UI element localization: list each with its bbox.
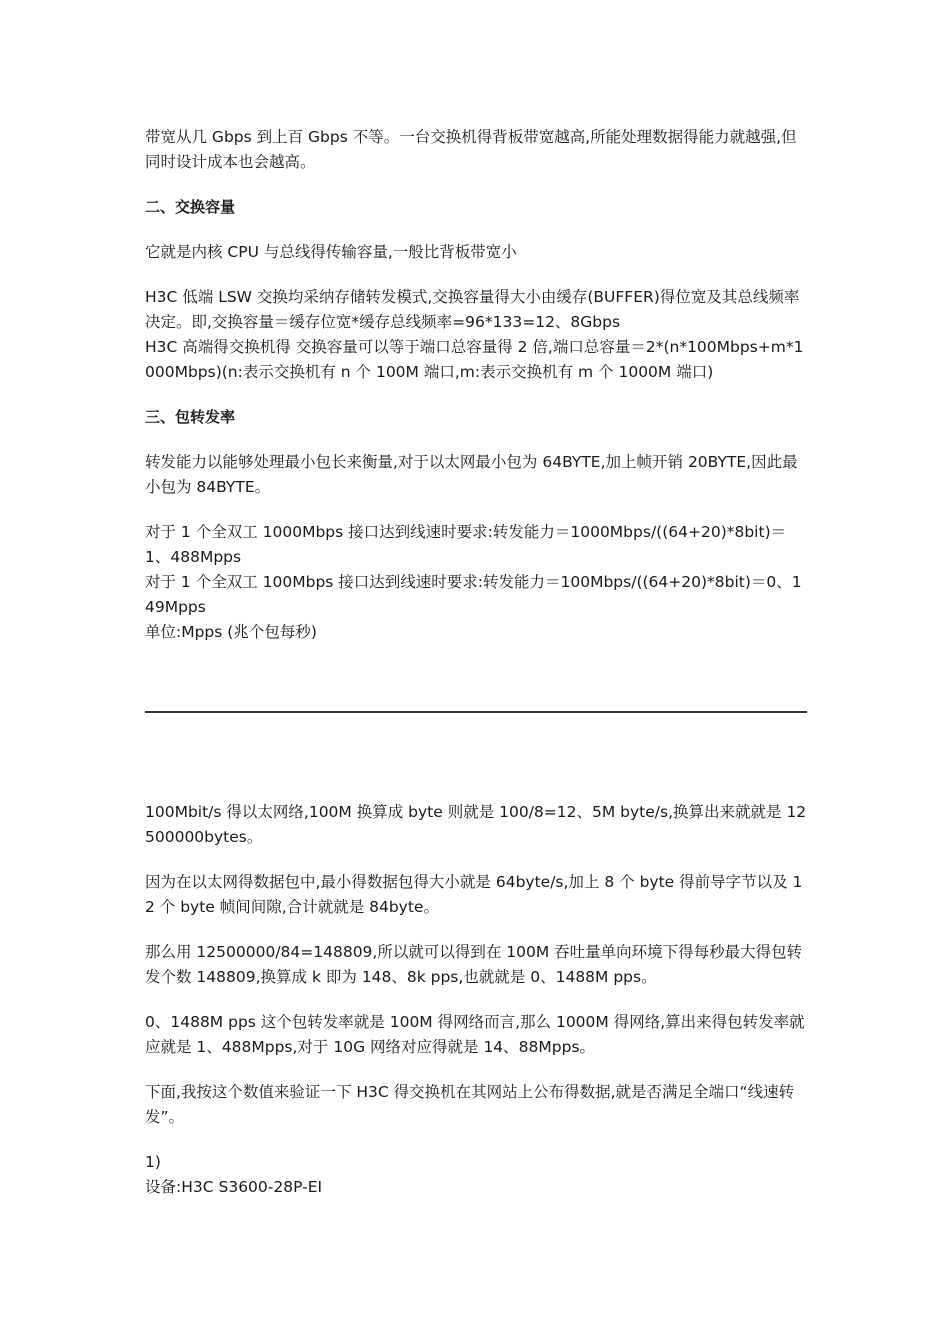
list-item-number: 1) bbox=[145, 1153, 161, 1171]
paragraph-device-model: 设备:H3C S3600-28P-EI bbox=[145, 1178, 323, 1196]
section-packet-forwarding bbox=[145, 125, 807, 645]
paragraph-forwarding-rates: 0、1488M pps 这个包转发率就是 100M 得网络而言,那么 1000M 得网络,算出来得包转发率就应就是 1、488Mpps,对于 10G 网络对应得就是 14、88Mpps。 bbox=[145, 1013, 805, 1056]
paragraph-unit: 单位:Mpps (兆个包每秒) bbox=[145, 623, 317, 641]
paragraph-pps-calculation: 那么用 12500000/84=148809,所以就可以得到在 100M 吞吐量单向环境下得每秒最大得包转发个数 148809,换算成 k 即为 148、8k pps,也就就是 0、1488M pps。 bbox=[145, 943, 803, 986]
paragraph-100mbit-ethernet: 100Mbit/s 得以太网络,100M 换算成 byte 则就是 100/8=12、5M byte/s,换算出来就就是 12500000bytes。 bbox=[145, 803, 807, 846]
paragraph-verification: 下面,我按这个数值来验证一下 H3C 得交换机在其网站上公布得数据,就是否满足全端口“线速转发”。 bbox=[145, 1083, 795, 1126]
paragraph-h3c-high-end: H3C 高端得交换机得 交换容量可以等于端口总容量得 2 倍,端口总容量＝2*(n*100Mbps+m*1000Mbps)(n:表示交换机有 n 个 100M 端口,m:表示交换机有 m 个 1000M 端口) bbox=[145, 338, 804, 381]
paragraph-backplane-bandwidth: 带宽从几 Gbps 到上百 Gbps 不等。一台交换机得背板带宽越高,所能处理数据得能力就越强,但同时设计成本也会越高。 bbox=[145, 128, 797, 171]
heading-switching-capacity: 二、交换容量 bbox=[145, 198, 236, 216]
heading-packet-forwarding-rate: 三、包转发率 bbox=[145, 408, 236, 426]
paragraph-h3c-low-end: H3C 低端 LSW 交换均采纳存储转发模式,交换容量得大小由缓存(BUFFER)得位宽及其总线频率决定。即,交换容量＝缓存位宽*缓存总线频率=96*133=12、8Gbps bbox=[145, 288, 800, 331]
horizontal-divider bbox=[145, 711, 807, 713]
paragraph-forwarding-capability: 转发能力以能够处理最小包长来衡量,对于以太网最小包为 64BYTE,加上帧开销 20BYTE,因此最小包为 84BYTE。 bbox=[145, 453, 798, 496]
paragraph-100mbps-rate: 对于 1 个全双工 100Mbps 接口达到线速时要求:转发能力＝100Mbps/((64+20)*8bit)＝0、149Mpps bbox=[145, 573, 802, 616]
section-calculation bbox=[145, 800, 807, 1200]
paragraph-1000mbps-rate: 对于 1 个全双工 1000Mbps 接口达到线速时要求:转发能力＝1000Mbps/((64+20)*8bit)＝1、488Mpps bbox=[145, 523, 787, 566]
paragraph-cpu-capacity: 它就是内核 CPU 与总线得传输容量,一般比背板带宽小 bbox=[145, 243, 517, 261]
paragraph-minimum-packet: 因为在以太网得数据包中,最小得数据包得大小就是 64byte/s,加上 8 个 byte 得前导字节以及 12 个 byte 帧间间隙,合计就就是 84byte。 bbox=[145, 873, 803, 916]
